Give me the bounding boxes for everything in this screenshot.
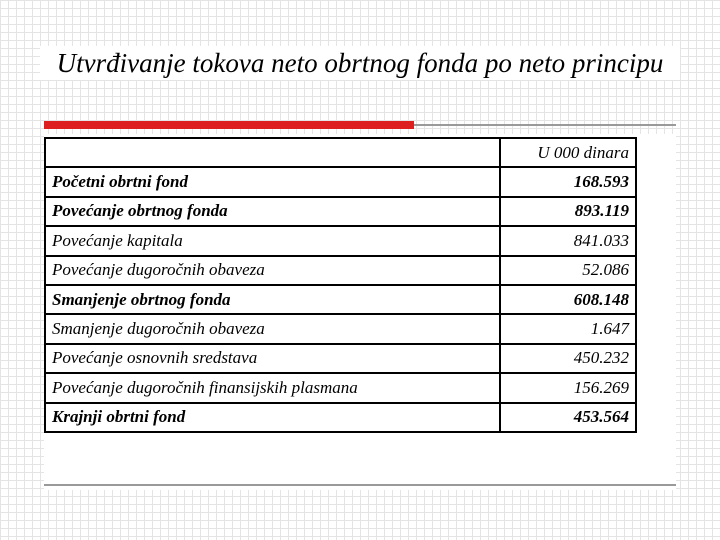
table-row [45,373,636,402]
table-row [45,256,636,285]
row-label: Krajnji obrtni fond [45,403,500,432]
bottom-divider-line [44,484,676,486]
title-accent-bar [44,121,414,129]
row-value: 450.232 [500,344,636,373]
table-row [45,197,636,226]
table-row [45,403,636,432]
row-label: Smanjenje dugoročnih obaveza [45,314,500,343]
header-empty-cell [45,138,500,167]
row-value: 608.148 [500,285,636,314]
row-value: 893.119 [500,197,636,226]
row-value: 168.593 [500,167,636,196]
row-value: 453.564 [500,403,636,432]
slide-title: Utvrđivanje tokova neto obrtnog fonda po neto principu [40,46,680,80]
row-label: Početni obrtni fond [45,167,500,196]
table-row [45,314,636,343]
row-value: 841.033 [500,226,636,255]
table-row [45,285,636,314]
table-row [45,344,636,373]
row-label: Povećanje obrtnog fonda [45,197,500,226]
row-label: Povećanje kapitala [45,226,500,255]
row-value: 156.269 [500,373,636,402]
row-label: Smanjenje obrtnog fonda [45,285,500,314]
row-value: 52.086 [500,256,636,285]
unit-header-row [45,138,636,167]
row-value: 1.647 [500,314,636,343]
fund-flow-table [44,137,637,433]
table-row [45,226,636,255]
unit-label: U 000 dinara [500,138,636,167]
row-label: Povećanje dugoročnih finansijskih plasmana [45,373,500,402]
title-divider-line [414,124,676,126]
table-row [45,167,636,196]
row-label: Povećanje dugoročnih obaveza [45,256,500,285]
row-label: Povećanje osnovnih sredstava [45,344,500,373]
